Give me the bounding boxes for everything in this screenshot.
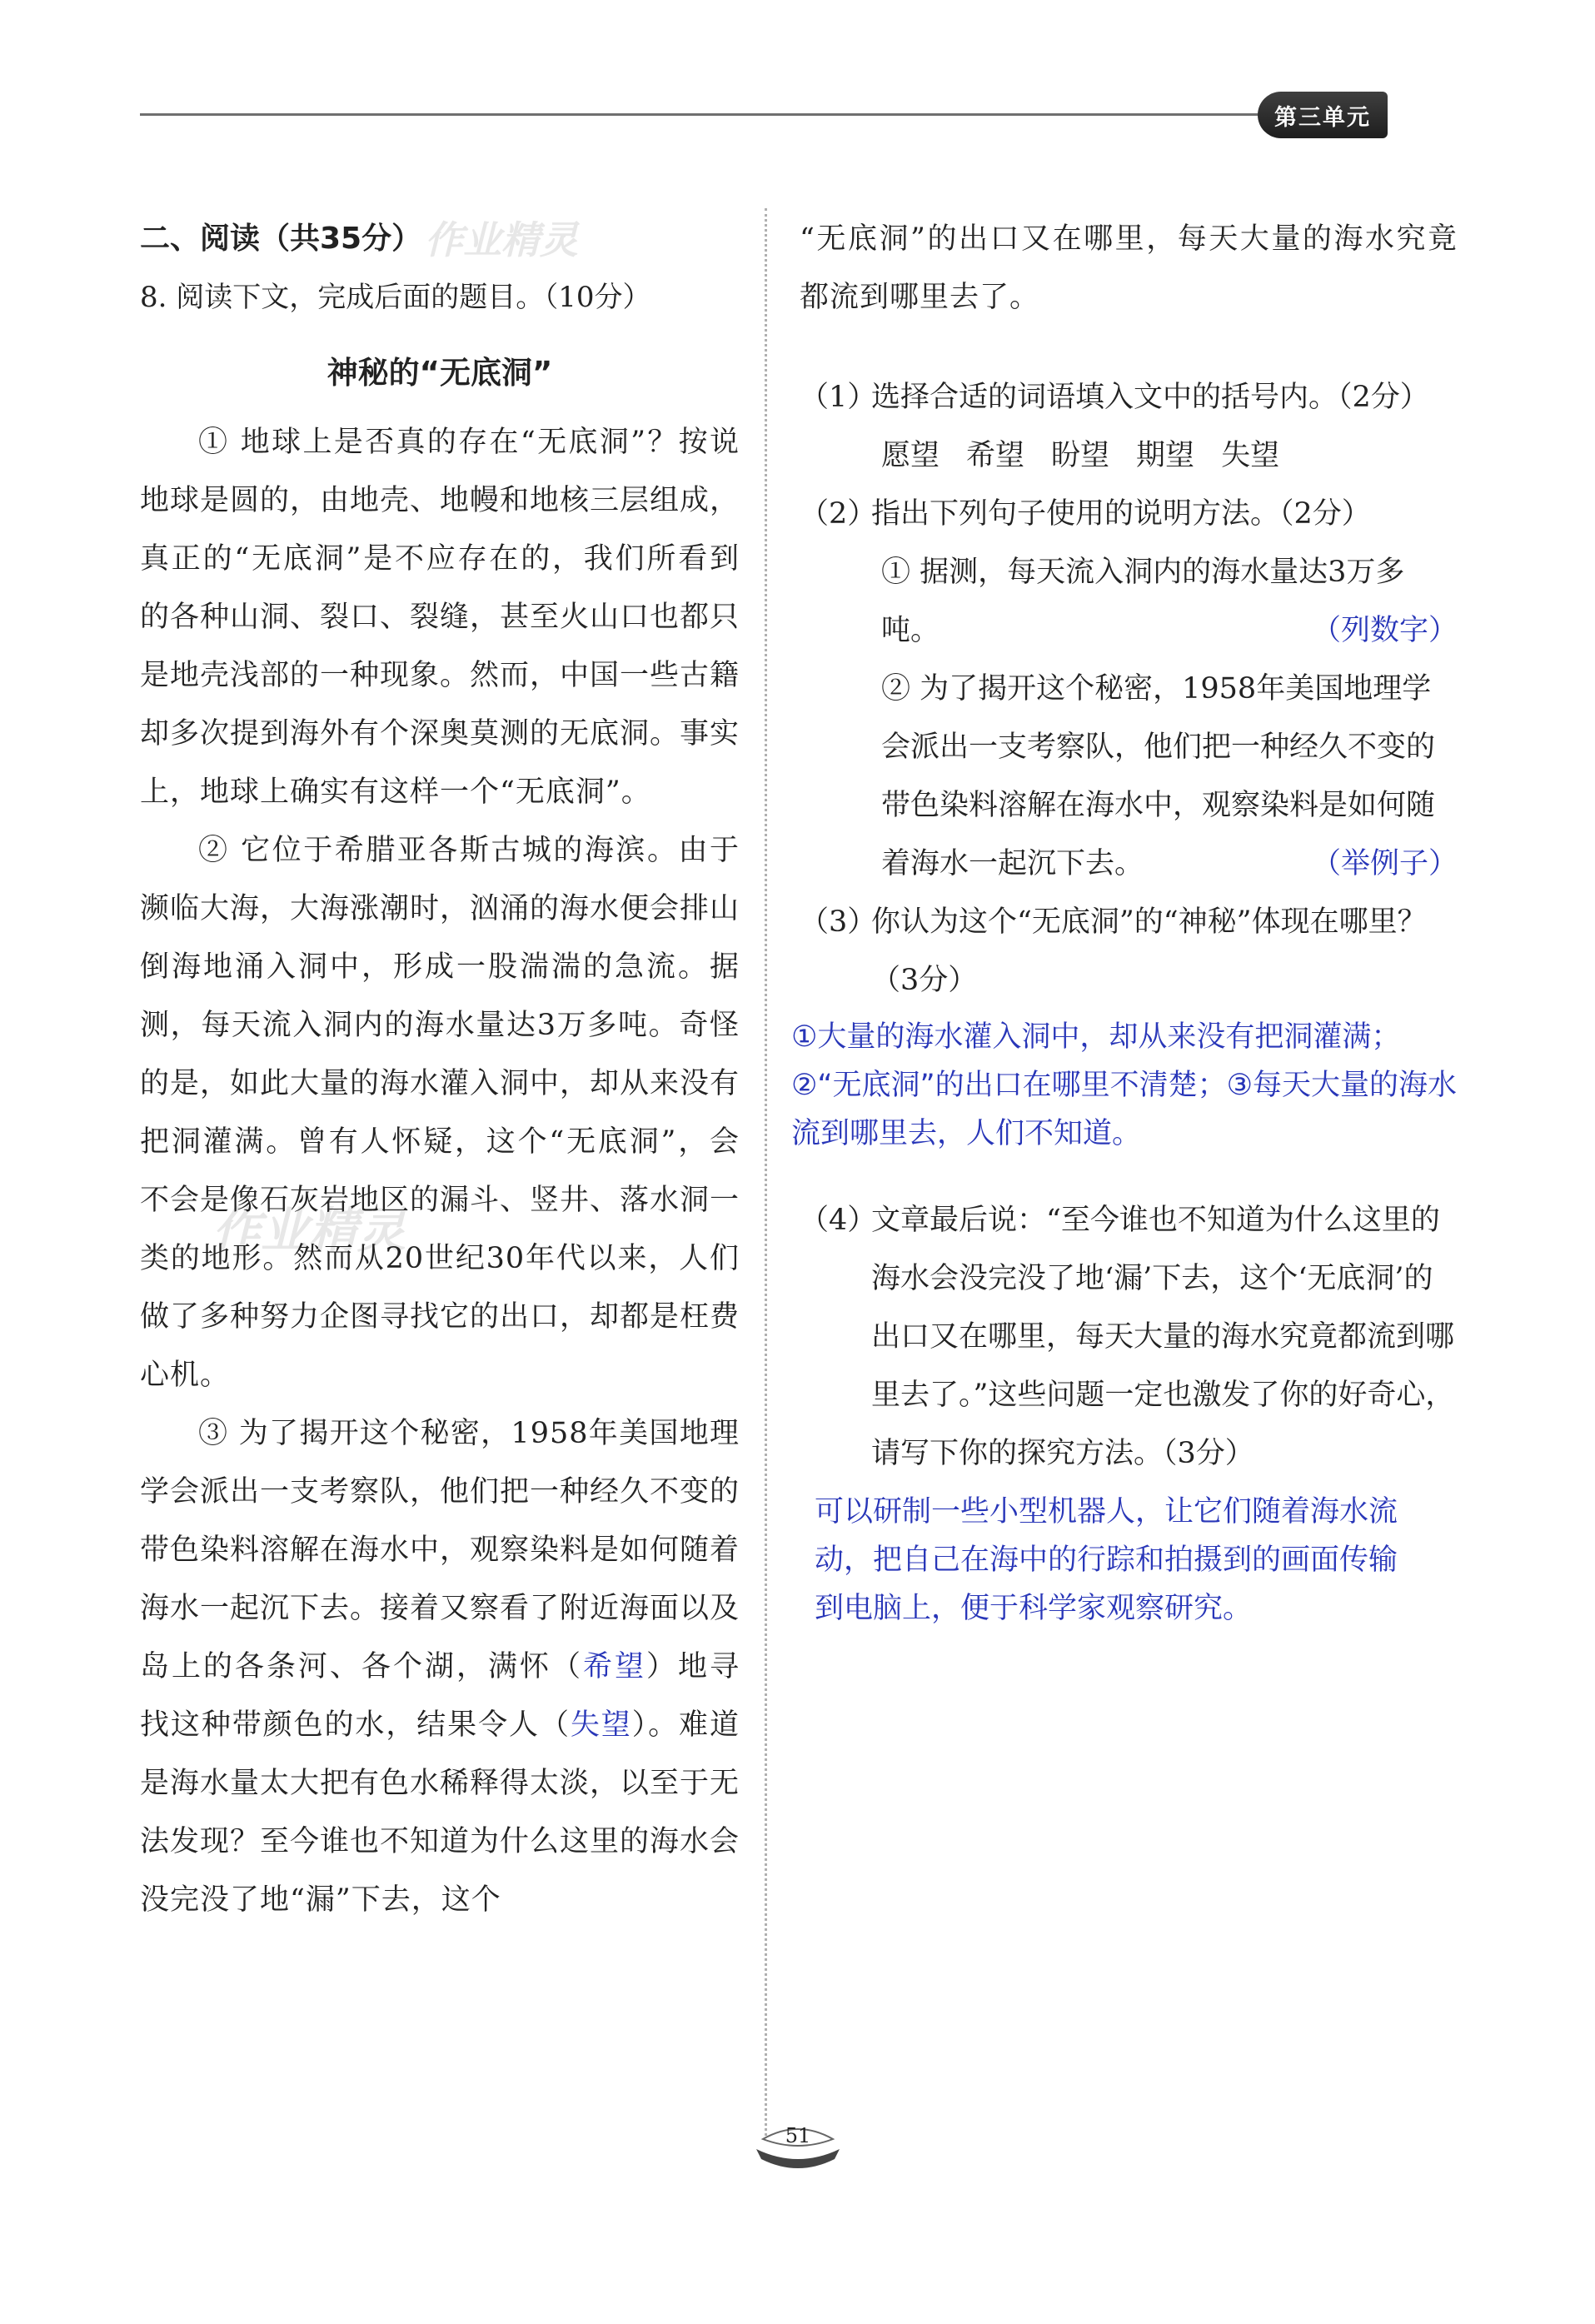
method-answer-2: （举例子） [1311, 847, 1458, 880]
article-paragraph-2: ② 它位于希腊亚各斯古城的海滨。由于濒临大海，大海涨潮时，汹涌的海水便会排山倒海地涌入洞中，形成一股湍湍的急流。据测，每天流入洞内的海水量达3万多吨。奇怪的是，如此大量的海水灌入洞中，却从来没有把洞灌满。曾有人怀疑，这个“无底洞”，会不会是像石灰岩地区的漏斗、竖井、落水洞一类的地形。然而从20世纪30年代以来，人们做了多种努力企图寻找它的出口，却都是枉费心机。 [140, 834, 740, 1392]
question-number: （4） [800, 1204, 877, 1237]
question-3-answer: ①大量的海水灌入洞中，却从来没有把洞灌满；②“无底洞”的出口在哪里不清楚；③每天大量的海水流到哪里去，人们不知道。 [791, 1020, 1458, 1150]
page-number: 51 [785, 2124, 811, 2147]
question-1 [800, 368, 1458, 426]
question-number: （2） [800, 497, 877, 531]
method-answer-1: （列数字） [1311, 614, 1458, 647]
paragraph-3-text: ③ 为了揭开这个秘密，1958年美国地理学会派出一支考察队，他们把一种经久不变的带色染料溶解在海水中，观察染料是如何随着海水一起沉下去。接着又察看了附近海面以及岛上的各条河、各个湖，满怀（ [140, 1417, 740, 1683]
paragraph-3-text: ）地寻找这种带颜色的水，结果令人（ [140, 1650, 740, 1742]
section-heading: 二、阅读（共35分） [140, 222, 422, 256]
word-option: 失望 [1221, 439, 1280, 472]
column-divider [765, 208, 767, 2141]
watermark: 作业精灵 [425, 217, 578, 262]
article-title: 神秘的“无底洞” [326, 355, 553, 391]
question-text: 选择合适的词语填入文中的括号内。（2分） [871, 381, 1429, 414]
sentence-text: ② 为了揭开这个秘密，1958年美国地理学会派出一支考察队，他们把一种经久不变的带色染料溶解在海水中，观察染料是如何随着海水一起沉下去。 [881, 672, 1436, 880]
question-text: 文章最后说：“至今谁也不知道为什么这里的海水会没完没了地‘漏’下去，这个‘无底洞’的出口又在哪里，每天大量的海水究竟都流到哪里去了。”这些问题一定也激发了你的好奇心，请写下你的探究方法。（3分） [871, 1204, 1455, 1470]
watermark: 作业精灵 [212, 1202, 406, 1259]
left-column [140, 210, 740, 1929]
question-4 [800, 1191, 1458, 1483]
word-option: 盼望 [1051, 439, 1110, 472]
sentence-text: ① 据测，每天流入洞内的海水量达3万多吨。 [881, 556, 1405, 647]
question-number: （1） [800, 381, 877, 414]
page-number-ornament [748, 2111, 848, 2177]
article-paragraph-3 [140, 1404, 740, 1929]
question-number: （3） [800, 905, 877, 939]
question-text: 你认为这个“无底洞”的“神秘”体现在哪里？（3分） [871, 905, 1427, 997]
word-option: 期望 [1136, 439, 1195, 472]
question-4-answer: 可以研制一些小型机器人，让它们随着海水流动，把自己在海中的行踪和拍摄到的画面传输到电脑上，便于科学家观察研究。 [815, 1495, 1398, 1625]
word-option: 愿望 [881, 439, 940, 472]
word-options [800, 426, 1458, 485]
page-number-badge [748, 2111, 848, 2177]
question-text: 指出下列句子使用的说明方法。（2分） [871, 497, 1371, 531]
right-column [791, 210, 1458, 1633]
article-paragraph-1: ① 地球上是否真的存在“无底洞”？按说地球是圆的，由地壳、地幔和地核三层组成，真正的“无底洞”是不应存在的，我们所看到的各种山洞、裂口、裂缝，甚至火山口也都只是地壳浅部的一种现象。然而，中国一些古籍却多次提到海外有个深奥莫测的无底洞。事实上，地球上确实有这样一个“无底洞”。 [140, 426, 740, 809]
question-2 [800, 485, 1458, 543]
fill-answer-2: 失望 [570, 1708, 632, 1742]
header-rule [140, 113, 1266, 116]
question-3 [800, 893, 1458, 1010]
fill-answer-1: 希望 [582, 1650, 646, 1683]
article-paragraph-3-continued: “无底洞”的出口又在哪里，每天大量的海水究竟都流到哪里去了。 [800, 222, 1458, 314]
word-option: 希望 [966, 439, 1025, 472]
unit-tab: 第三单元 [1258, 92, 1388, 138]
paragraph-3-text: ）。难道是海水量太大把有色水稀释得太淡，以至于无法发现？至今谁也不知道为什么这里的海水会没完没了地“漏”下去，这个 [140, 1708, 740, 1917]
sentence-2 [800, 660, 1458, 893]
sentence-1 [800, 543, 1458, 660]
question-8-heading: 8. 阅读下文，完成后面的题目。（10分） [140, 281, 651, 314]
